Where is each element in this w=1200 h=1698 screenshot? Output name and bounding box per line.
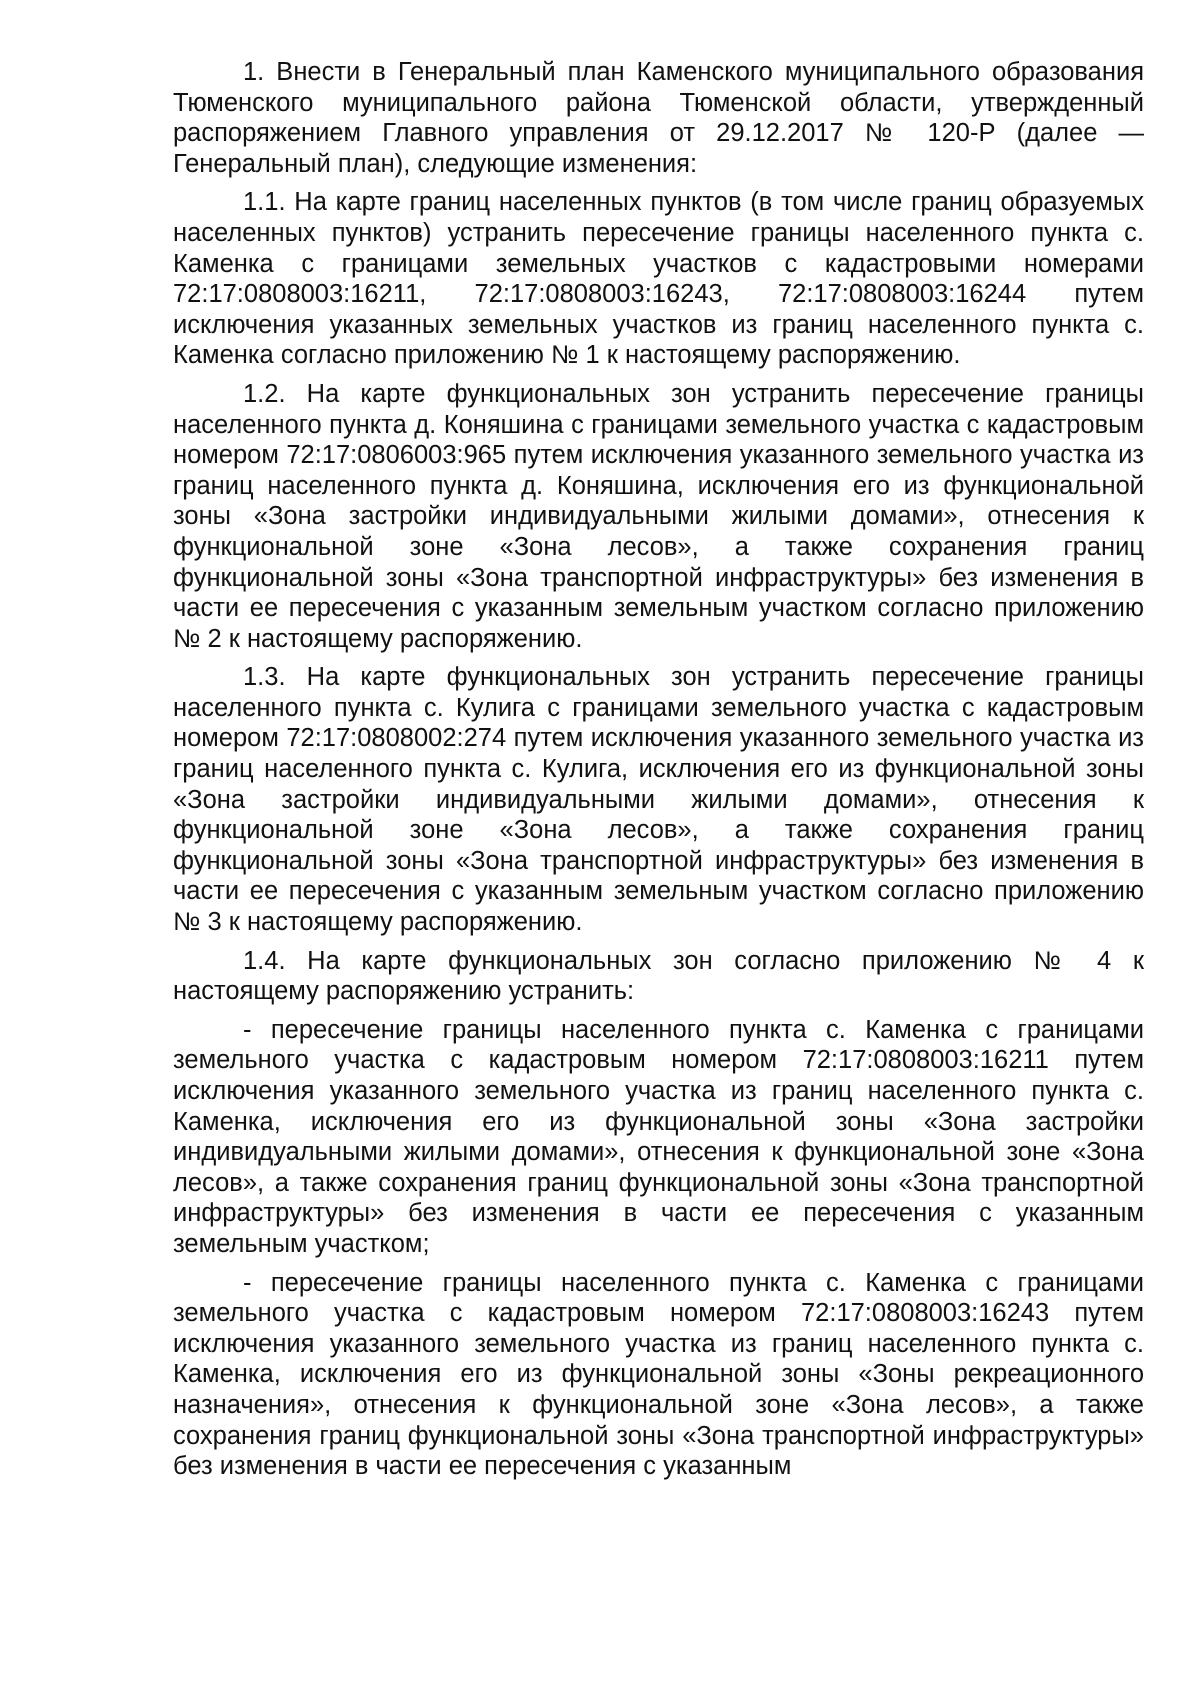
paragraph-subitem-16243: - пересечение границы населенного пункта с. Каменка с границами земельного участка с кадастровым номером 72:17:0808003:16243 путем исключения указанного земельного участка из границ населенного пункта с. Каменка, исключения его из функциональной зоны «Зоны рекреационного назначения», отнесения к функциональной зоне «Зона лесов», а также сохранения границ функциональной зоны «Зона транспортной инфраструктуры» без изменения в части ее пересечения с указанным (173, 1268, 1144, 1481)
paragraph-subitem-16211: - пересечение границы населенного пункта с. Каменка с границами земельного участка с кадастровым номером 72:17:0808003:16211 путем исключения указанного земельного участка из границ населенного пункта с. Каменка, исключения его из функциональной зоны «Зона застройки индивидуальными жилыми домами», отнесения к функциональной зоне «Зона лесов», а также сохранения границ функциональной зоны «Зона транспортной инфраструктуры» без изменения в части ее пересечения с указанным земельным участком; (173, 1015, 1144, 1258)
paragraph-item-1: 1. Внести в Генеральный план Каменского муниципального образования Тюменского муниципального района Тюменской области, утвержденный распоряжением Главного управления от 29.12.2017 № 120-Р (далее — Генеральный план), следующие изменения: (173, 58, 1144, 178)
document-body (173, 57, 1144, 1482)
paragraph-item-1-2: 1.2. На карте функциональных зон устранить пересечение границы населенного пункта д. Коняшина с границами земельного участка с кадастровым номером 72:17:0806003:965 путем исключения указанного земельного участка из границ населенного пункта д. Коняшина, исключения его из функциональной зоны «Зона застройки индивидуальными жилыми домами», отнесения к функциональной зоне «Зона лесов», а также сохранения границ функциональной зоны «Зона транспортной инфраструктуры» без изменения в части ее пересечения с указанным земельным участком согласно приложению № 2 к настоящему распоряжению. (173, 379, 1144, 653)
paragraph-item-1-4: 1.4. На карте функциональных зон согласно приложению № 4 к настоящему распоряжению устранить: (173, 946, 1144, 1006)
paragraph-item-1-3: 1.3. На карте функциональных зон устранить пересечение границы населенного пункта с. Кулига с границами земельного участка с кадастровым номером 72:17:0808002:274 путем исключения указанного земельного участка из границ населенного пункта с. Кулига, исключения его из функциональной зоны «Зона застройки индивидуальными жилыми домами», отнесения к функциональной зоне «Зона лесов», а также сохранения границ функциональной зоны «Зона транспортной инфраструктуры» без изменения в части ее пересечения с указанным земельным участком согласно приложению № 3 к настоящему распоряжению. (173, 663, 1144, 937)
paragraph-item-1-1: 1.1. На карте границ населенных пунктов (в том числе границ образуемых населенных пунктов) устранить пересечение границы населенного пункта с. Каменка с границами земельных участков с кадастровыми номерами 72:17:0808003:16211, 72:17:0808003:16243, 72:17:0808003:16244 путем исключения указанных земельных участков из границ населенного пункта с. Каменка согласно приложению № 1 к настоящему распоряжению. (173, 188, 1144, 370)
